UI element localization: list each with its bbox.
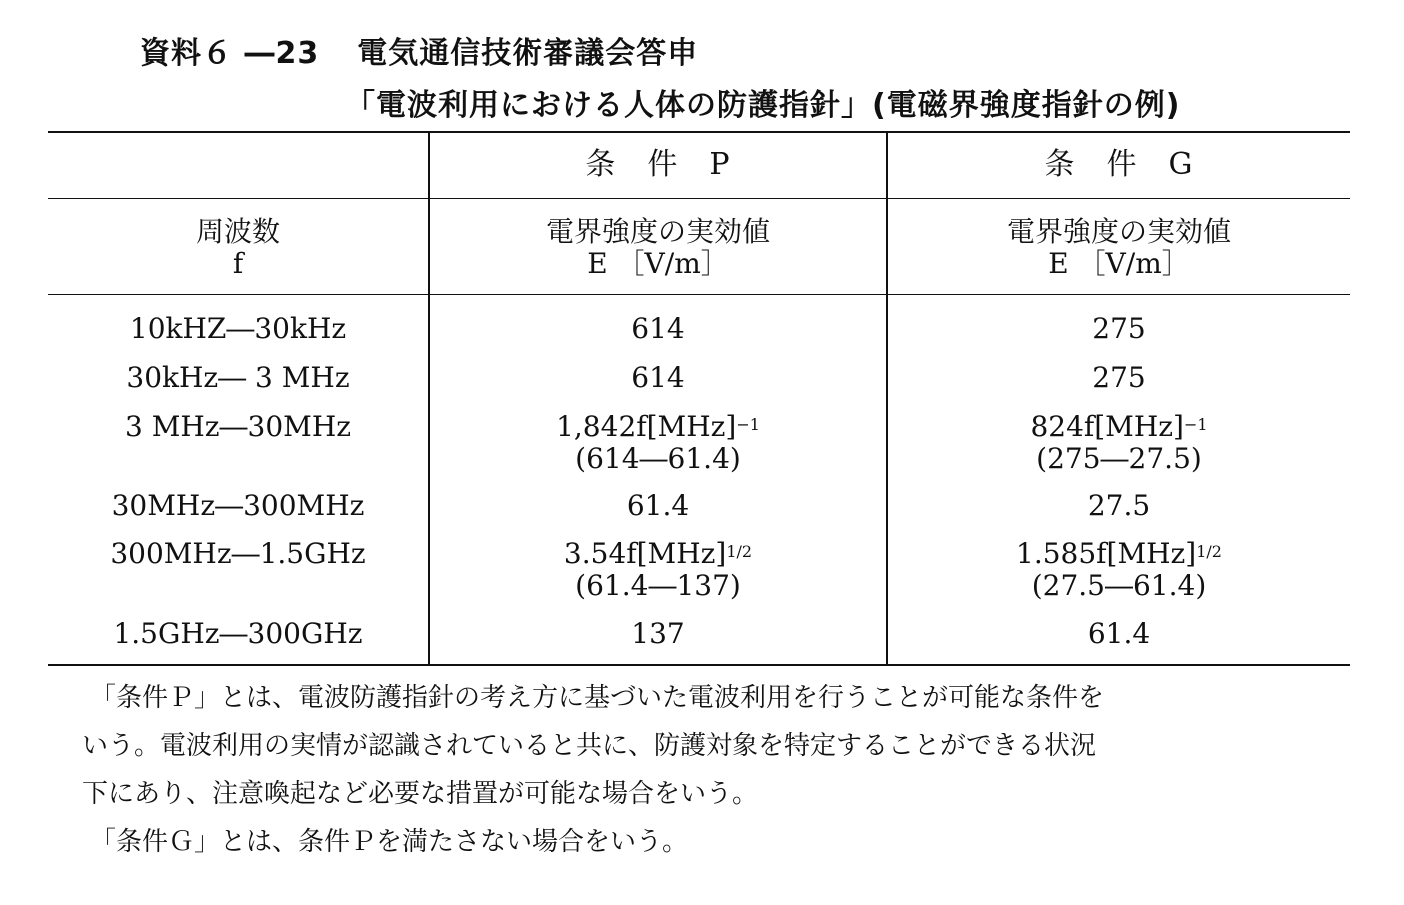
exponent: −1 bbox=[736, 415, 760, 434]
field-strength-label: 電界強度の実効値 bbox=[1006, 215, 1231, 248]
document-number: 資料６ ―23 bbox=[140, 36, 320, 71]
formula: 1.585f[MHz] bbox=[1016, 537, 1197, 570]
table-row-value-g: 27.5 bbox=[1087, 489, 1151, 522]
note-condition-g: 「条件Ｇ」とは、条件Ｐを満たさない場合をいう。 bbox=[90, 827, 689, 857]
field-strength-label: 電界強度の実効値 bbox=[545, 215, 770, 248]
document-title bbox=[140, 28, 698, 72]
table-row-value-p: 137 bbox=[631, 617, 685, 650]
formula: 1,842f[MHz] bbox=[556, 410, 737, 443]
frequency-label: 周波数 bbox=[195, 215, 280, 248]
header-condition-g: 条 件 G bbox=[1044, 147, 1194, 182]
value-range: (61.4―137) bbox=[575, 569, 741, 602]
table-row-value-g: 275 bbox=[1092, 312, 1146, 345]
field-strength-header-p bbox=[430, 216, 886, 280]
field-strength-unit: E ［V/m］ bbox=[587, 247, 729, 280]
table-row-value-g: 275 bbox=[1092, 361, 1146, 394]
table-row-value-p bbox=[430, 538, 886, 602]
table-top-rule bbox=[48, 131, 1350, 133]
note-condition-p-line1: 「条件Ｐ」とは、電波防護指針の考え方に基づいた電波利用を行うことが可能な条件を bbox=[90, 683, 1105, 713]
document-title-line1: 電気通信技術審議会答申 bbox=[357, 36, 699, 71]
exponent: −1 bbox=[1183, 415, 1208, 434]
value-range: (27.5―61.4) bbox=[1031, 569, 1207, 602]
table-row-value-p bbox=[430, 411, 886, 475]
frequency-header bbox=[48, 216, 428, 280]
table-row-frequency: 300MHz―1.5GHz bbox=[110, 537, 366, 570]
table-row-frequency: 3 MHz―30MHz bbox=[124, 410, 352, 443]
table-row-frequency: 10kHZ―30kHz bbox=[129, 312, 347, 345]
table-row-value-p: 614 bbox=[631, 312, 685, 345]
exponent: 1/2 bbox=[726, 542, 753, 561]
formula: 824f[MHz] bbox=[1030, 410, 1184, 443]
table-row-frequency: 30MHz―300MHz bbox=[111, 489, 365, 522]
exponent: 1/2 bbox=[1196, 542, 1222, 561]
table-row-value-g: 61.4 bbox=[1087, 617, 1151, 650]
table-bottom-rule bbox=[48, 664, 1350, 666]
table-row-value-g bbox=[888, 411, 1350, 475]
document-subtitle: 「電波利用における人体の防護指針」(電磁界強度指針の例) bbox=[345, 88, 1181, 123]
table-row-frequency: 30kHz― 3 MHz bbox=[126, 361, 350, 394]
table-row-frequency: 1.5GHz―300GHz bbox=[113, 617, 363, 650]
value-range: (614―61.4) bbox=[575, 442, 741, 475]
table-row-value-p: 614 bbox=[631, 361, 685, 394]
field-strength-unit: E ［V/m］ bbox=[1048, 247, 1190, 280]
note-condition-p-line3: 下にあり、注意喚起など必要な措置が可能な場合をいう。 bbox=[82, 779, 759, 809]
header-condition-p: 条 件 P bbox=[585, 147, 731, 182]
formula: 3.54f[MHz] bbox=[563, 537, 727, 570]
subheader-rule bbox=[48, 294, 1350, 295]
frequency-symbol: f bbox=[232, 247, 244, 280]
table-row-value-p: 61.4 bbox=[626, 489, 690, 522]
value-range: (275―27.5) bbox=[1036, 442, 1202, 475]
note-condition-p-line2: いう。電波利用の実情が認識されていると共に、防護対象を特定することができる状況 bbox=[82, 731, 1097, 761]
table-row-value-g bbox=[888, 538, 1350, 602]
field-strength-header-g bbox=[888, 216, 1350, 280]
header-rule bbox=[48, 198, 1350, 199]
